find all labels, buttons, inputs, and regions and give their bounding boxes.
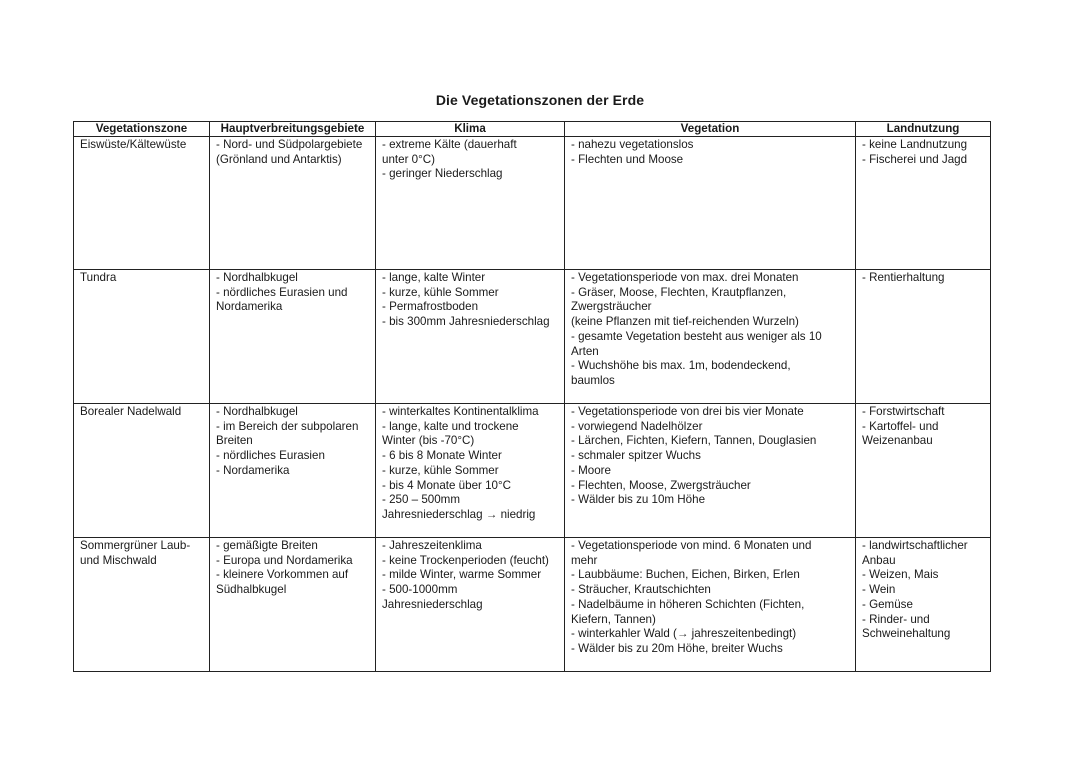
- cell-vegetation: [565, 404, 856, 538]
- text-line: - winterkahler Wald (→ jahreszeitenbedingt): [571, 627, 797, 641]
- text-line: - vorwiegend Nadelhölzer: [571, 419, 703, 433]
- text-line: - Nadelbäume in höheren Schichten (Fichten,: [571, 597, 805, 611]
- text-line: - Nordhalbkugel: [216, 271, 298, 284]
- text-line: Sommergrüner Laub-: [80, 539, 191, 552]
- text-line: - keine Landnutzung: [862, 138, 968, 151]
- text-line: - gemäßigte Breiten: [216, 539, 318, 552]
- text-line: - lange, kalte und trockene: [382, 419, 519, 433]
- text-line: unter 0°C): [382, 152, 435, 166]
- vegetation-zones-table: [73, 121, 991, 672]
- cell-zone: [74, 538, 210, 672]
- text-line: - lange, kalte Winter: [382, 271, 486, 284]
- text-line: Eiswüste/Kältewüste: [80, 138, 187, 151]
- text-line: - Fischerei und Jagd: [862, 152, 968, 166]
- text-line: - bis 300mm Jahresniederschlag: [382, 315, 550, 329]
- cell-landnutzung: [856, 404, 991, 538]
- text-line: - Laubbäume: Buchen, Eichen, Birken, Erlen: [571, 568, 800, 582]
- text-line: - Wälder bis zu 10m Höhe: [571, 493, 706, 507]
- cell-gebiete: [210, 270, 376, 404]
- text-line: - Wein: [862, 583, 896, 597]
- table-header-row: [74, 122, 991, 137]
- text-line: - Forstwirtschaft: [862, 405, 945, 418]
- text-line: - kurze, kühle Sommer: [382, 463, 499, 477]
- cell-klima: [376, 270, 565, 404]
- cell-vegetation: [565, 137, 856, 270]
- text-line: - Jahreszeitenklima: [382, 539, 482, 552]
- text-line: - Nord- und Südpolargebiete: [216, 138, 363, 151]
- text-line: - Wuchshöhe bis max. 1m, bodendeckend,: [571, 359, 791, 373]
- text-line: - 500-1000mm: [382, 583, 458, 597]
- text-line: Weizenanbau: [862, 434, 933, 448]
- header-landnutzung: Landnutzung: [856, 122, 991, 137]
- text-line: - landwirtschaftlicher: [862, 539, 968, 552]
- text-line: - Vegetationsperiode von mind. 6 Monaten und: [571, 539, 812, 552]
- text-line: Breiten: [216, 434, 253, 448]
- text-line: Südhalbkugel: [216, 583, 287, 597]
- table-row: [74, 270, 991, 404]
- cell-landnutzung: [856, 270, 991, 404]
- text-line: Anbau: [862, 553, 896, 567]
- page-title: Die Vegetationszonen der Erde: [435, 92, 645, 108]
- text-line: - Gräser, Moose, Flechten, Krautpflanzen,: [571, 285, 787, 299]
- header-vegetationszone: Vegetationszone: [74, 122, 210, 137]
- text-line: Arten: [571, 344, 599, 358]
- header-klima: Klima: [376, 122, 565, 137]
- text-line: - Vegetationsperiode von max. drei Monaten: [571, 271, 799, 284]
- text-line: Jahresniederschlag: [382, 597, 483, 611]
- header-hauptverbreitungsgebiete: Hauptverbreitungsgebiete: [210, 122, 376, 137]
- text-line: Winter (bis -70°C): [382, 434, 475, 448]
- text-line: - Flechten, Moose, Zwergsträucher: [571, 478, 751, 492]
- cell-vegetation: [565, 270, 856, 404]
- table-row: [74, 404, 991, 538]
- text-line: - im Bereich der subpolaren: [216, 419, 359, 433]
- text-line: mehr: [571, 553, 598, 567]
- cell-landnutzung: [856, 538, 991, 672]
- cell-gebiete: [210, 137, 376, 270]
- text-line: - Moore: [571, 463, 611, 477]
- header-vegetation: Vegetation: [565, 122, 856, 137]
- text-line: - Nordamerika: [216, 463, 290, 477]
- cell-gebiete: [210, 538, 376, 672]
- text-line: (keine Pflanzen mit tief-reichenden Wurzeln): [571, 315, 799, 329]
- cell-vegetation: [565, 538, 856, 672]
- text-line: - geringer Niederschlag: [382, 167, 503, 181]
- text-line: (Grönland und Antarktis): [216, 152, 342, 166]
- cell-landnutzung: [856, 137, 991, 270]
- text-line: Kiefern, Tannen): [571, 612, 656, 626]
- text-line: - 250 – 500mm: [382, 493, 460, 507]
- text-line: - Lärchen, Fichten, Kiefern, Tannen, Douglasien: [571, 434, 817, 448]
- cell-klima: [376, 538, 565, 672]
- text-line: - Flechten und Moose: [571, 152, 684, 166]
- text-line: - winterkaltes Kontinentalklima: [382, 405, 539, 418]
- text-line: Nordamerika: [216, 300, 283, 314]
- text-line: - gesamte Vegetation besteht aus weniger als 10: [571, 329, 822, 343]
- text-line: - Rentierhaltung: [862, 271, 945, 284]
- text-line: - Europa und Nordamerika: [216, 553, 353, 567]
- text-line: - nördliches Eurasien: [216, 449, 325, 463]
- text-line: - Rinder- und: [862, 612, 930, 626]
- text-line: - Sträucher, Krautschichten: [571, 583, 711, 597]
- text-line: Zwergsträucher: [571, 300, 652, 314]
- text-line: und Mischwald: [80, 553, 157, 567]
- text-line: - schmaler spitzer Wuchs: [571, 449, 701, 463]
- text-line: - Wälder bis zu 20m Höhe, breiter Wuchs: [571, 641, 783, 655]
- text-line: - keine Trockenperioden (feucht): [382, 553, 549, 567]
- text-line: - Vegetationsperiode von drei bis vier Monate: [571, 405, 804, 418]
- text-line: Borealer Nadelwald: [80, 405, 182, 418]
- text-line: - Permafrostboden: [382, 300, 479, 314]
- text-line: - bis 4 Monate über 10°C: [382, 478, 512, 492]
- cell-klima: [376, 137, 565, 270]
- text-line: - kurze, kühle Sommer: [382, 285, 499, 299]
- text-line: - nördliches Eurasien und: [216, 285, 348, 299]
- table-row: [74, 137, 991, 270]
- text-line: - extreme Kälte (dauerhaft: [382, 138, 517, 151]
- cell-zone: [74, 137, 210, 270]
- text-line: Jahresniederschlag → niedrig: [382, 507, 536, 521]
- text-line: - Kartoffel- und: [862, 419, 939, 433]
- text-line: - Gemüse: [862, 597, 913, 611]
- cell-klima: [376, 404, 565, 538]
- text-line: - nahezu vegetationslos: [571, 138, 694, 151]
- cell-zone: [74, 270, 210, 404]
- text-line: - Weizen, Mais: [862, 568, 939, 582]
- text-line: Schweinehaltung: [862, 627, 951, 641]
- text-line: - milde Winter, warme Sommer: [382, 568, 542, 582]
- text-line: Tundra: [80, 271, 117, 284]
- text-line: - Nordhalbkugel: [216, 405, 298, 418]
- text-line: - 6 bis 8 Monate Winter: [382, 449, 502, 463]
- text-line: - kleinere Vorkommen auf: [216, 568, 349, 582]
- text-line: baumlos: [571, 373, 615, 387]
- cell-gebiete: [210, 404, 376, 538]
- cell-zone: [74, 404, 210, 538]
- table-row: [74, 538, 991, 672]
